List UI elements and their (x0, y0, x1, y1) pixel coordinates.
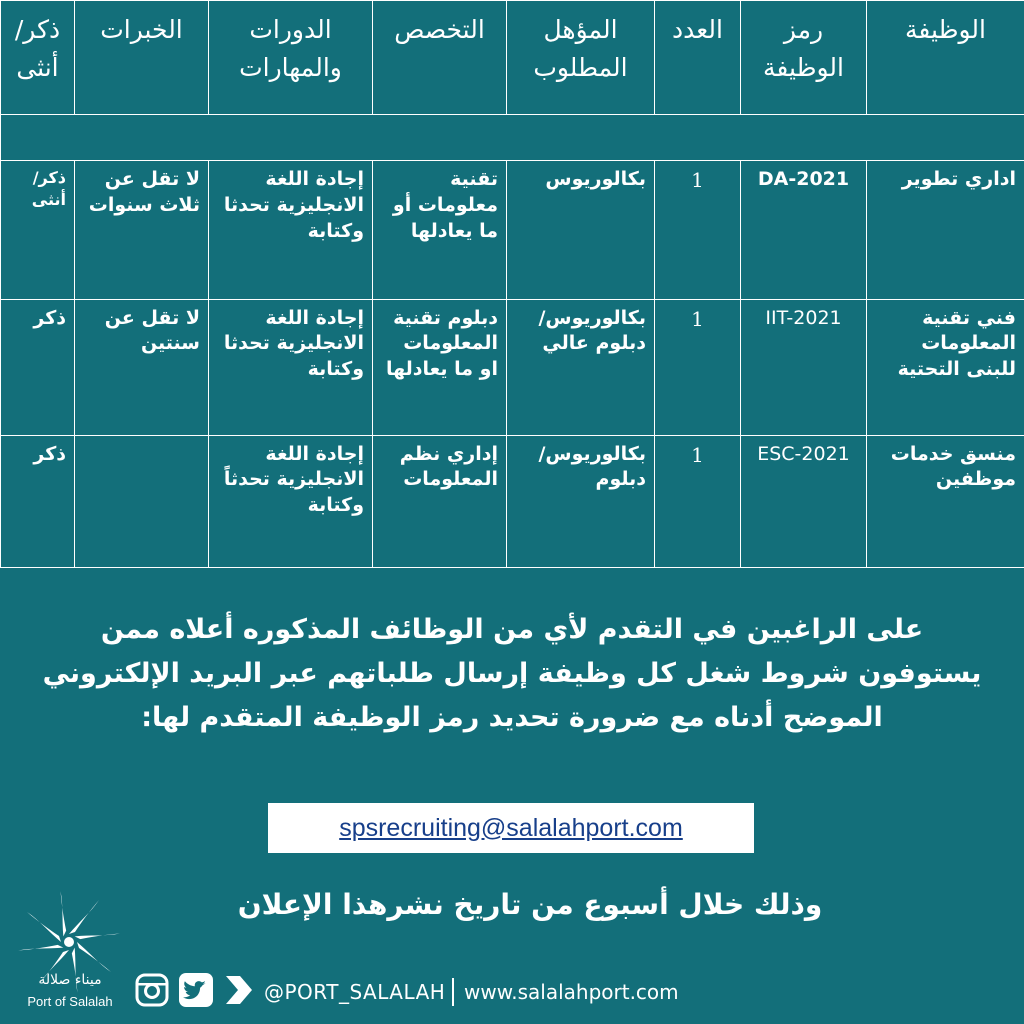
cell-count: 1 (655, 299, 741, 435)
header-gender: ذكر/ أنثى (1, 1, 75, 115)
port-logo-icon (14, 876, 124, 1012)
cell-specialization: دبلوم تقنية المعلومات او ما يعادلها (373, 299, 507, 435)
header-specialization: التخصص (373, 1, 507, 115)
cell-experience (75, 435, 209, 567)
cell-specialization: إداري نظم المعلومات (373, 435, 507, 567)
header-code: رمز الوظيفة (741, 1, 867, 115)
cell-count: 1 (655, 161, 741, 299)
table-header-row (1, 1, 1024, 115)
email-box (268, 803, 754, 853)
website-link[interactable]: www.salalahport.com (464, 980, 679, 1004)
header-count: العدد (655, 1, 741, 115)
application-notice: على الراغبين في التقدم لأي من الوظائف المذكوره أعلاه ممن يستوفون شروط شغل كل وظيفة إرسال طلباتهم عبر البريد الإلكتروني الموضح أدناه مع ضرورة تحديد رمز الوظيفة المتقدم لها: (42, 614, 982, 733)
cell-courses: إجادة اللغة الانجليزية تحدثا وكتابة (209, 299, 373, 435)
instagram-icon[interactable] (134, 972, 170, 1008)
twitter-handle[interactable]: @PORT_SALALAH (264, 980, 446, 1004)
header-qualification: المؤهل المطلوب (507, 1, 655, 115)
cell-gender: ذكر (1, 435, 75, 567)
cell-code: ESC-2021 (741, 435, 867, 567)
cell-specialization: تقنية معلومات أو ما يعادلها (373, 161, 507, 299)
cell-code: DA-2021 (741, 161, 867, 299)
cell-experience: لا تقل عن ثلاث سنوات (75, 161, 209, 299)
table-row (1, 299, 1024, 435)
spacer-cell (1, 115, 1024, 161)
table-spacer-row (1, 115, 1024, 161)
cell-qualification: بكالوريوس/ دبلوم عالي (507, 299, 655, 435)
header-job: الوظيفة (867, 1, 1024, 115)
cell-count: 1 (655, 435, 741, 567)
cell-courses: إجادة اللغة الانجليزية تحدثا وكتابة (209, 161, 373, 299)
logo-english-text: Port of Salalah (27, 994, 113, 1009)
cell-code: IIT-2021 (741, 299, 867, 435)
chevron-arrow-icon[interactable] (220, 972, 256, 1008)
cell-qualification: بكالوريوس/ دبلوم (507, 435, 655, 567)
cell-courses: إجادة اللغة الانجليزية تحدثاً وكتابة (209, 435, 373, 567)
header-courses: الدورات والمهارات (209, 1, 373, 115)
cell-experience: لا تقل عن سنتين (75, 299, 209, 435)
header-experience: الخبرات (75, 1, 209, 115)
cell-job: اداري تطوير (867, 161, 1024, 299)
twitter-icon[interactable] (178, 972, 214, 1008)
email-link[interactable]: spsrecruiting@salalahport.com (339, 813, 683, 842)
footer-separator (452, 978, 454, 1006)
logo-arabic-text: ميناء صلالة (38, 972, 102, 988)
cell-qualification: بكالوريوس (507, 161, 655, 299)
cell-gender: ذكر/ أنثى (1, 161, 75, 299)
cell-job: منسق خدمات موظفين (867, 435, 1024, 567)
cell-job: فني تقنية المعلومات للبنى التحتية (867, 299, 1024, 435)
table-row (1, 161, 1024, 299)
table-row (1, 435, 1024, 567)
cell-gender: ذكر (1, 299, 75, 435)
deadline-text: وذلك خلال أسبوع من تاريخ نشرهذا الإعلان (237, 888, 823, 921)
